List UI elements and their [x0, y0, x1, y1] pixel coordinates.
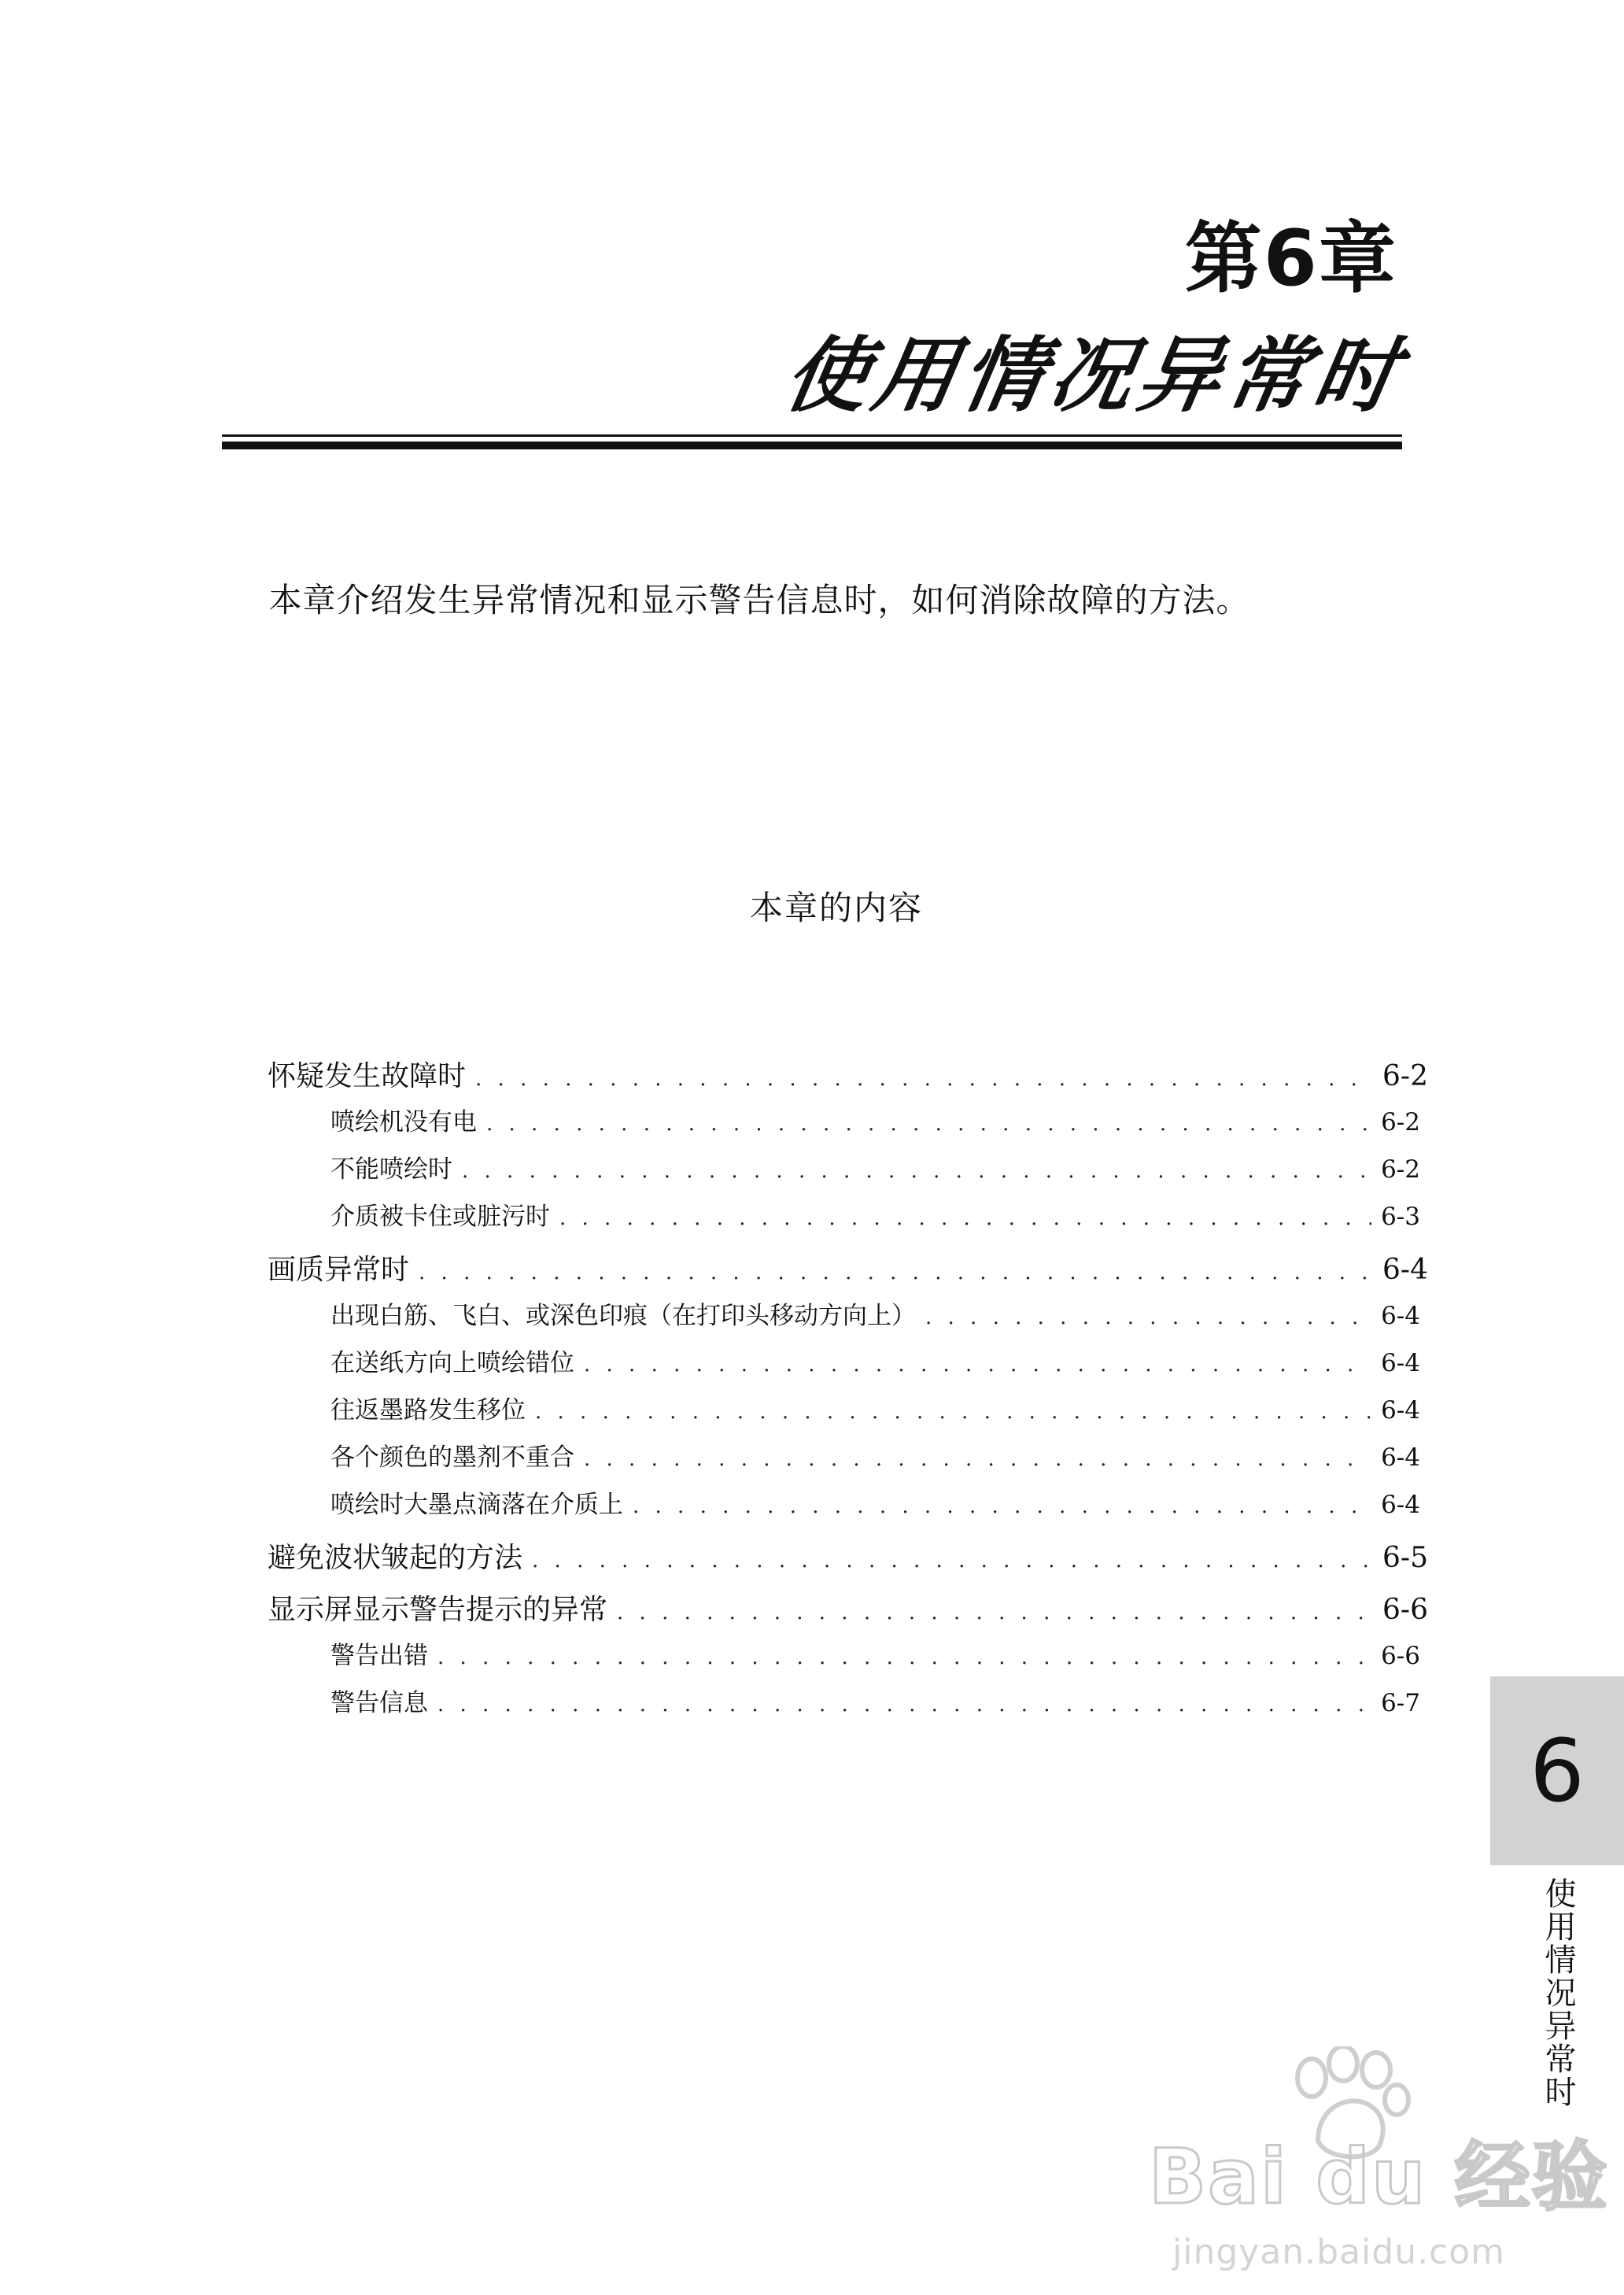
- toc-entry-label: 喷绘时大墨点滴落在介质上: [330, 1491, 623, 1519]
- toc-dot-leader: [617, 1591, 1373, 1635]
- toc-entry-page: 6-4: [1382, 1254, 1428, 1286]
- toc-entry-label: 往返墨路发生移位: [330, 1396, 526, 1425]
- toc-entry-label: 介质被卡住或脏污时: [330, 1203, 550, 1231]
- toc-entry-page: 6-2: [1381, 1155, 1420, 1184]
- watermark-url: jingyan.baidu.com: [1172, 2232, 1506, 2272]
- toc-subsection-entry: [268, 1146, 1428, 1193]
- side-tab-number: 6: [1530, 1720, 1585, 1821]
- toc-subsection-entry: [268, 1481, 1428, 1528]
- chapter-intro: [0, 578, 1624, 623]
- paw-logo-icon: [1271, 2046, 1428, 2164]
- toc-dot-leader: [925, 1294, 1371, 1341]
- contents-heading: [0, 886, 1624, 930]
- toc-dot-leader: [475, 1057, 1373, 1101]
- toc-section-entry: [268, 1536, 1428, 1580]
- toc-subsection-entry: [268, 1632, 1428, 1680]
- toc-subsection-entry: [268, 1340, 1428, 1387]
- toc-entry-page: 6-4: [1381, 1443, 1420, 1472]
- contents-heading-text: 本章的内容: [749, 889, 923, 927]
- chapter-title: 使用情况异常时: [777, 327, 1412, 423]
- toc-entry-page: 6-5: [1382, 1542, 1428, 1574]
- toc-dot-leader: [584, 1436, 1371, 1483]
- toc-entry-page: 6-2: [1382, 1060, 1428, 1092]
- toc-section-entry: [268, 1248, 1428, 1292]
- toc-subsection-entry: [268, 1193, 1428, 1240]
- toc-entry-page: 6-2: [1381, 1108, 1420, 1136]
- toc-entry-label: 喷绘机没有电: [330, 1108, 477, 1136]
- toc-dot-leader: [462, 1148, 1371, 1195]
- toc-dot-leader: [437, 1681, 1371, 1728]
- toc-entry-label: 不能喷绘时: [330, 1155, 452, 1184]
- toc-subsection-entry: [268, 1387, 1428, 1434]
- watermark-brand: Bai du 经验: [1149, 2133, 1609, 2221]
- toc-subsection-entry: [268, 1680, 1428, 1727]
- toc-dot-leader: [437, 1634, 1371, 1681]
- toc-section-entry: [268, 1055, 1428, 1099]
- toc-entry-page: 6-6: [1381, 1642, 1420, 1670]
- toc-dot-leader: [584, 1341, 1371, 1388]
- toc-entry-page: 6-4: [1381, 1396, 1420, 1425]
- toc-entry-page: 6-4: [1381, 1491, 1420, 1519]
- chapter-number: 第6章: [1184, 214, 1397, 304]
- toc-entry-label: 出现白筋、飞白、或深色印痕（在打印头移动方向上）: [330, 1302, 916, 1330]
- toc-dot-leader: [419, 1251, 1373, 1295]
- toc-entry-page: 6-4: [1381, 1349, 1420, 1377]
- toc-entry-label: 避免波状皱起的方法: [268, 1542, 523, 1574]
- toc-dot-leader: [633, 1483, 1371, 1530]
- toc-subsection-entry: [268, 1292, 1428, 1340]
- toc-entry-page: 6-6: [1382, 1594, 1428, 1626]
- table-of-contents: [268, 1055, 1428, 1727]
- toc-subsection-entry: [268, 1434, 1428, 1481]
- toc-dot-leader: [535, 1388, 1371, 1436]
- toc-dot-leader: [486, 1100, 1371, 1148]
- toc-entry-label: 各个颜色的墨剂不重合: [330, 1443, 574, 1472]
- header-rule-thin: [222, 434, 1402, 437]
- toc-entry-page: 6-4: [1381, 1302, 1420, 1330]
- toc-entry-label: 警告出错: [330, 1642, 428, 1670]
- toc-entry-label: 怀疑发生故障时: [268, 1060, 467, 1092]
- side-tab-caption: 使用情况异常时: [1540, 1877, 1576, 2108]
- toc-entry-label: 在送纸方向上喷绘错位: [330, 1349, 574, 1377]
- toc-dot-leader: [559, 1195, 1371, 1242]
- toc-entry-label: 画质异常时: [268, 1254, 410, 1286]
- toc-section-entry: [268, 1588, 1428, 1632]
- toc-entry-label: 警告信息: [330, 1689, 428, 1717]
- chapter-side-tab: [1490, 1676, 1624, 1865]
- toc-subsection-entry: [268, 1099, 1428, 1146]
- toc-dot-leader: [532, 1539, 1373, 1583]
- toc-entry-page: 6-7: [1381, 1689, 1420, 1717]
- toc-entry-page: 6-3: [1381, 1203, 1420, 1231]
- chapter-intro-text: 本章介绍发生异常情况和显示警告信息时，如何消除故障的方法。: [268, 581, 1250, 619]
- baidu-jingyan-watermark: [1117, 2046, 1609, 2282]
- toc-entry-label: 显示屏显示警告提示的异常: [268, 1594, 608, 1626]
- header-rule-thick: [222, 442, 1402, 449]
